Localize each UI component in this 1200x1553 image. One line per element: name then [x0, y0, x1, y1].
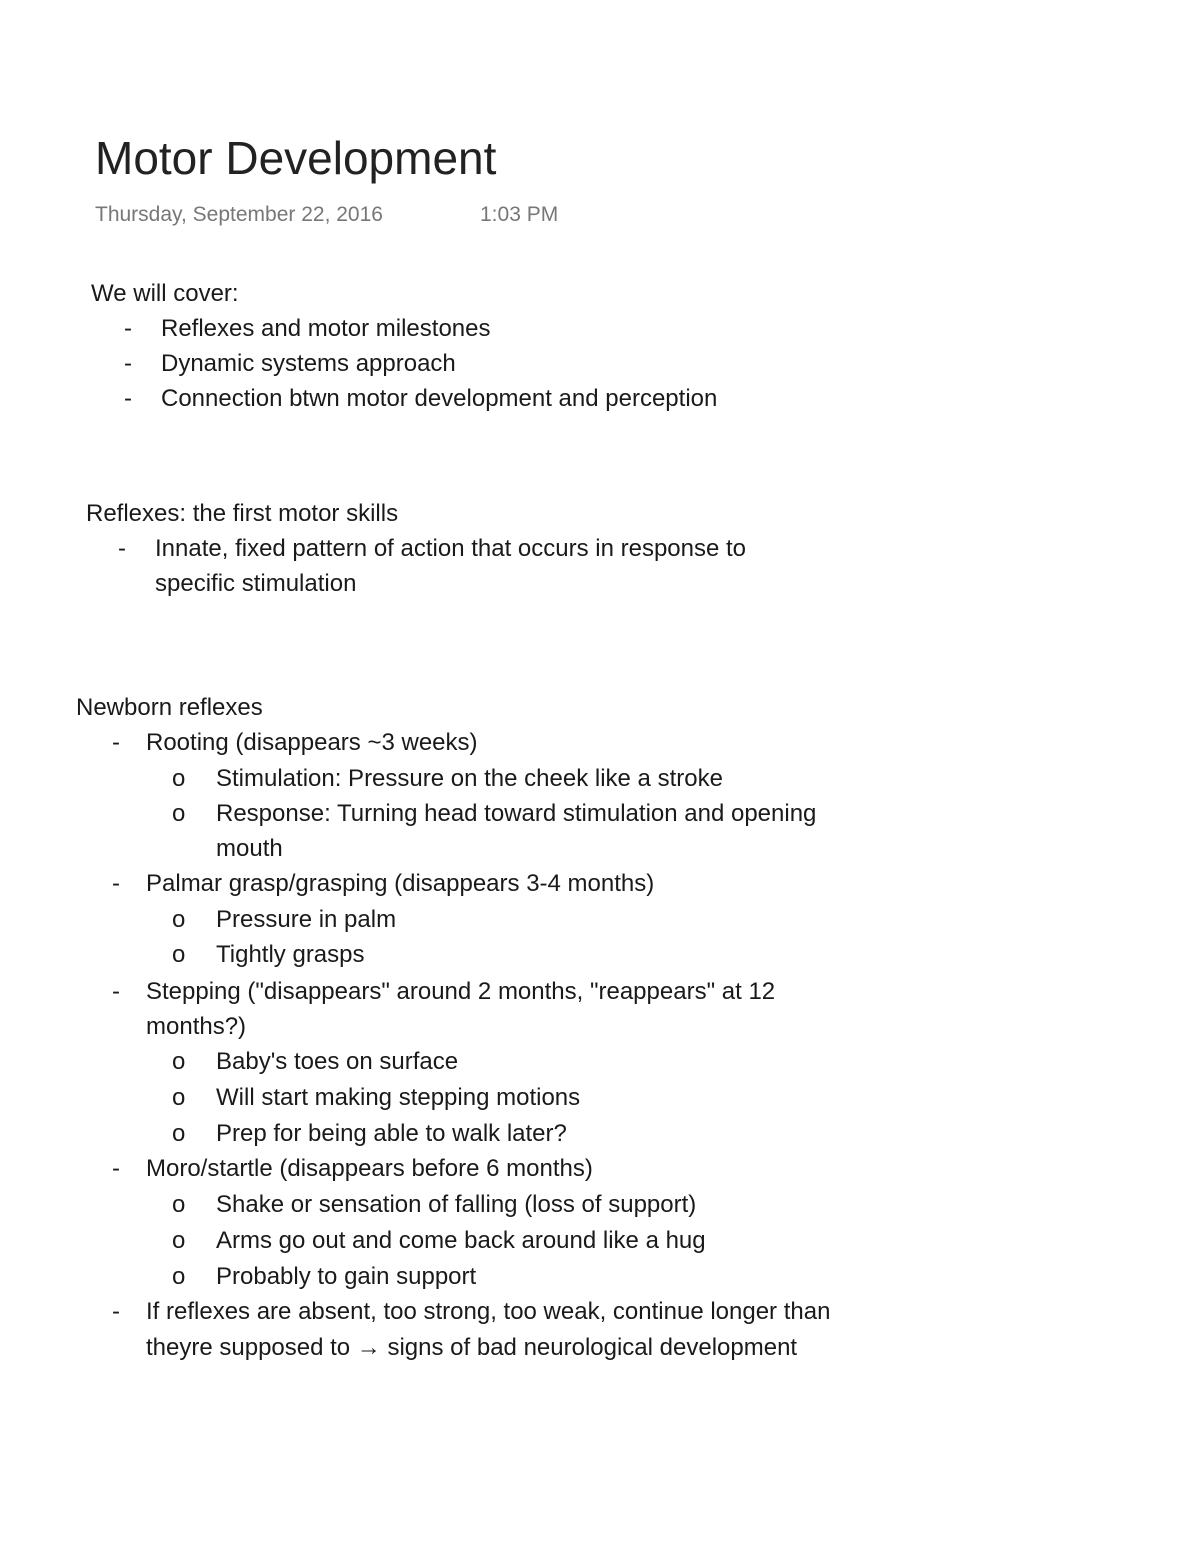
newborn-item-line: If reflexes are absent, too strong, too weak, continue longer than [146, 1298, 831, 1325]
sub-bullet: o [172, 1227, 186, 1254]
newborn-dash: - [112, 1298, 120, 1325]
newborn-dash: - [112, 1155, 120, 1182]
newborn-item-line: Moro/startle (disappears before 6 months) [146, 1155, 593, 1182]
newborn-heading: Newborn reflexes [76, 694, 263, 721]
newborn-item-line: Rooting (disappears ~3 weeks) [146, 729, 478, 756]
sub-item-line: Baby's toes on surface [216, 1048, 459, 1075]
sub-bullet: o [172, 1048, 186, 1075]
reflexes-item-line: Innate, fixed pattern of action that occurs in response to [155, 535, 747, 562]
cover-item: Connection btwn motor development and perception [161, 385, 718, 412]
newborn-item-line: Stepping ("disappears" around 2 months, "reappears" at 12 [146, 978, 776, 1005]
sub-item-line: Probably to gain support [216, 1263, 477, 1290]
sub-bullet: o [172, 941, 186, 968]
sub-item-line: Prep for being able to walk later? [216, 1120, 567, 1147]
page-title: Motor Development [95, 132, 497, 184]
newborn-dash: - [112, 729, 120, 756]
newborn-dash: - [112, 870, 120, 897]
sub-bullet: o [172, 1191, 186, 1218]
reflexes-item-line: specific stimulation [155, 570, 357, 597]
sub-bullet: o [172, 1263, 186, 1290]
cover-dash: - [124, 350, 132, 377]
sub-bullet: o [172, 1084, 186, 1111]
newborn-item-line: months?) [146, 1013, 247, 1040]
page-date: Thursday, September 22, 2016 [95, 203, 383, 226]
newborn-dash: - [112, 978, 120, 1005]
cover-item: Dynamic systems approach [161, 350, 456, 377]
page-time: 1:03 PM [480, 203, 559, 226]
sub-item-line: Stimulation: Pressure on the cheek like a stroke [216, 765, 723, 792]
sub-bullet: o [172, 800, 186, 827]
cover-dash: - [124, 385, 132, 412]
sub-item-line: Tightly grasps [216, 941, 365, 968]
reflexes-dash: - [118, 535, 126, 562]
sub-item-line: mouth [216, 835, 283, 862]
newborn-item-line: theyre supposed to → signs of bad neurological development [146, 1334, 798, 1361]
newborn-item-line: Palmar grasp/grasping (disappears 3-4 months) [146, 870, 655, 897]
cover-dash: - [124, 315, 132, 342]
sub-bullet: o [172, 765, 186, 792]
cover-item: Reflexes and motor milestones [161, 315, 491, 342]
sub-bullet: o [172, 1120, 186, 1147]
sub-item-line: Will start making stepping motions [216, 1084, 581, 1111]
reflexes-heading: Reflexes: the first motor skills [86, 500, 399, 527]
sub-bullet: o [172, 906, 186, 933]
sub-item-line: Shake or sensation of falling (loss of support) [216, 1191, 697, 1218]
sub-item-line: Arms go out and come back around like a hug [216, 1227, 706, 1254]
sub-item-line: Pressure in palm [216, 906, 397, 933]
cover-heading: We will cover: [91, 280, 239, 307]
sub-item-line: Response: Turning head toward stimulation and opening [216, 800, 817, 827]
